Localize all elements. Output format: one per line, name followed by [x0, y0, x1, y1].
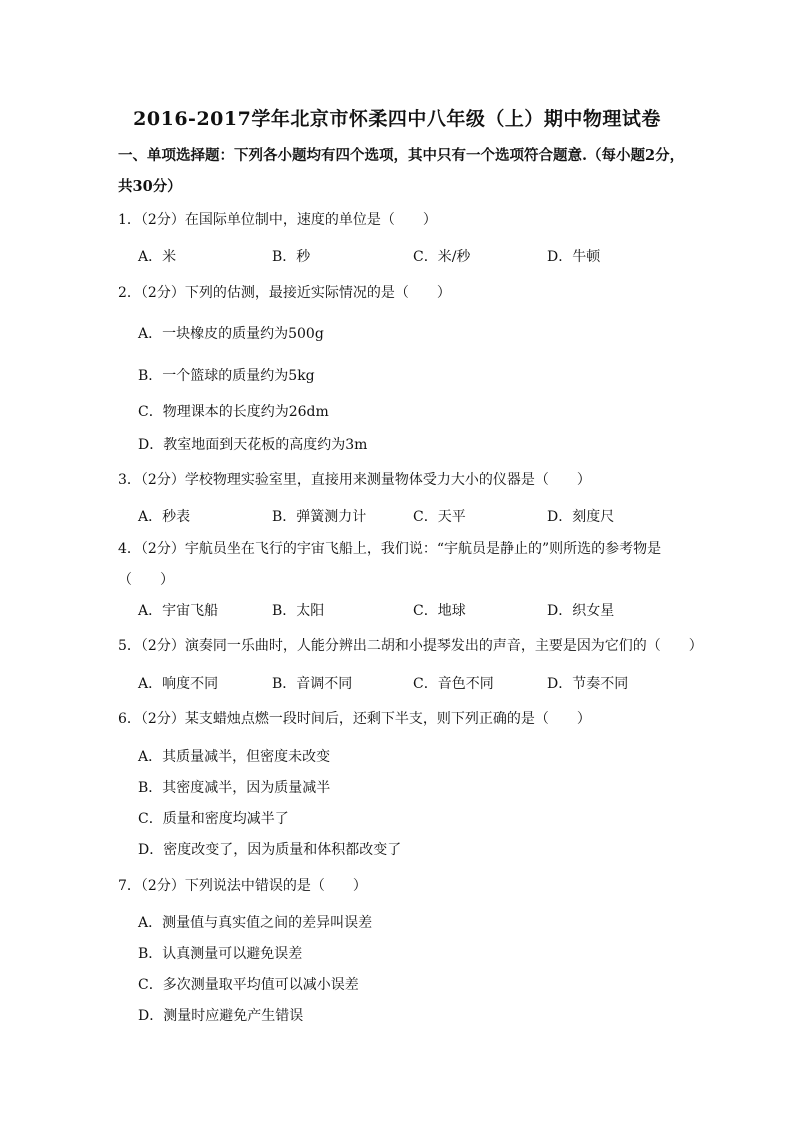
- question-5-options: [138, 674, 698, 694]
- question-5-stem: 5．（2分）演奏同一乐曲时，人能分辨出二胡和小提琴发出的声音，主要是因为它们的（ ）: [118, 638, 703, 654]
- question-6-option-d: D．密度改变了，因为质量和体积都改变了: [138, 842, 402, 858]
- question-7-option-d: D．测量时应避免产生错误: [138, 1008, 304, 1024]
- question-1-option-a: A．米: [138, 249, 177, 265]
- question-5-option-a: A．响度不同: [138, 676, 219, 692]
- question-3-stem: 3．（2分）学校物理实验室里，直接用来测量物体受力大小的仪器是（ ）: [118, 472, 591, 488]
- question-3-options: [138, 507, 698, 527]
- question-4-options: [138, 601, 698, 621]
- question-1-option-c: C．米/秒: [413, 249, 471, 265]
- question-5-option-d: D．节奏不同: [547, 676, 629, 692]
- question-6-stem: 6．（2分）某支蜡烛点燃一段时间后，还剩下半支，则下列正确的是（ ）: [118, 711, 591, 727]
- exam-title: 2016-2017学年北京市怀柔四中八年级（上）期中物理试卷: [133, 108, 661, 130]
- question-6-option-a: A．其质量减半，但密度未改变: [138, 749, 331, 765]
- question-4-option-b: B．太阳: [272, 603, 325, 619]
- question-1-stem: 1．（2分）在国际单位制中，速度的单位是（ ）: [118, 212, 437, 228]
- question-7-option-a: A．测量值与真实值之间的差异叫误差: [138, 915, 373, 931]
- question-3-option-a: A．秒表: [138, 509, 191, 525]
- question-7-stem: 7．（2分）下列说法中错误的是（ ）: [118, 878, 367, 894]
- question-4-option-c: C．地球: [413, 603, 466, 619]
- question-4-option-a: A．宇宙飞船: [138, 603, 219, 619]
- question-5-option-b: B．音调不同: [272, 676, 353, 692]
- question-1-options: [138, 247, 698, 267]
- question-5-option-c: C．音色不同: [413, 676, 494, 692]
- section-heading: 一、单项选择题：下列各小题均有四个选项，其中只有一个选项符合题意.（每小题2分，共30分）: [118, 147, 685, 195]
- question-7-option-c: C．多次测量取平均值可以减小误差: [138, 977, 359, 993]
- question-4-option-d: D．织女星: [547, 603, 615, 619]
- question-1-option-d: D．牛顿: [547, 249, 601, 265]
- question-2-option-a: A．一块橡皮的质量约为500g: [138, 326, 324, 342]
- question-3-option-c: C．天平: [413, 509, 466, 525]
- question-2-option-d: D．教室地面到天花板的高度约为3m: [138, 437, 368, 453]
- question-6-option-b: B．其密度减半，因为质量减半: [138, 780, 331, 796]
- question-4-stem: 4．（2分）宇航员坐在飞行的宇宙飞船上，我们说：“宇航员是静止的”则所选的参考物是（ ）: [118, 541, 662, 588]
- question-2-option-b: B．一个篮球的质量约为5kg: [138, 368, 315, 384]
- question-2-option-c: C．物理课本的长度约为26dm: [138, 404, 329, 420]
- question-1-option-b: B．秒: [272, 249, 311, 265]
- question-7-option-b: B．认真测量可以避免误差: [138, 946, 303, 962]
- question-6-option-c: C．质量和密度均减半了: [138, 811, 289, 827]
- question-3-option-b: B．弹簧测力计: [272, 509, 367, 525]
- question-2-stem: 2．（2分）下列的估测，最接近实际情况的是（ ）: [118, 285, 451, 301]
- question-3-option-d: D．刻度尺: [547, 509, 615, 525]
